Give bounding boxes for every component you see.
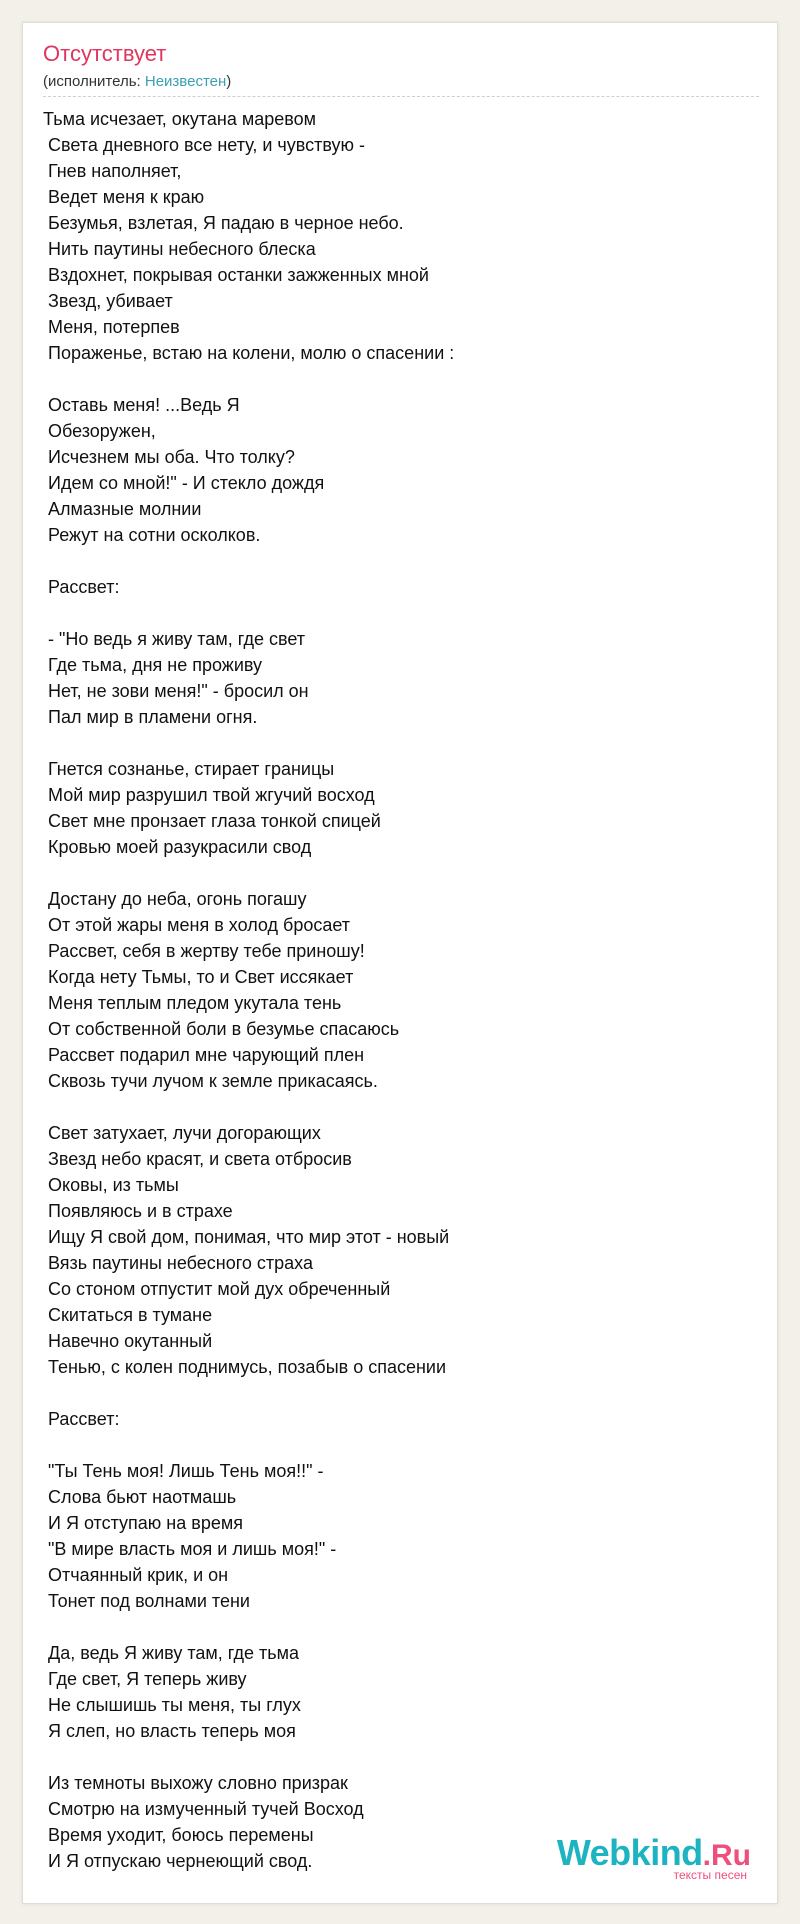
lyric-line: Меня, потерпев	[43, 317, 180, 337]
lyric-line: Когда нету Тьмы, то и Свет иссякает	[43, 967, 354, 987]
lyric-line: Тьма исчезает, окутана маревом	[43, 109, 316, 129]
lyric-blank-line	[43, 1744, 753, 1770]
title-divider	[43, 96, 759, 97]
artist-prefix: (исполнитель:	[43, 73, 145, 90]
lyric-line: Режут на сотни осколков.	[43, 525, 261, 545]
lyric-line: Безумья, взлетая, Я падаю в черное небо.	[43, 213, 404, 233]
lyric-line: Отчаянный крик, и он	[43, 1565, 229, 1585]
lyric-line: Сквозь тучи лучом к земле прикасаясь.	[43, 1071, 378, 1091]
song-title: Отсутствует	[43, 41, 167, 66]
lyric-line: Гнев наполняет,	[43, 161, 182, 181]
lyric-blank-line	[43, 548, 753, 574]
lyric-blank-line	[43, 1094, 753, 1120]
artist-line	[43, 74, 231, 89]
lyric-line: Свет мне пронзает глаза тонкой спицей	[43, 811, 381, 831]
lyric-line: Алмазные молнии	[43, 499, 202, 519]
lyric-line: Меня теплым пледом укутала тень	[43, 993, 342, 1013]
lyric-blank-line	[43, 860, 753, 886]
lyric-line: Пал мир в пламени огня.	[43, 707, 258, 727]
lyrics-text	[43, 106, 753, 1874]
lyric-line: Исчезнем мы оба. Что толку?	[43, 447, 295, 467]
lyric-line: Ищу Я свой дом, понимая, что мир этот - новый	[43, 1227, 450, 1247]
logo-domain: .Ru	[702, 1839, 751, 1872]
lyric-line: Тонет под волнами тени	[43, 1591, 250, 1611]
lyric-line: Нить паутины небесного блеска	[43, 239, 316, 259]
lyric-line: Тенью, с колен поднимусь, позабыв о спасении	[43, 1357, 447, 1377]
lyric-line: И Я отступаю на время	[43, 1513, 243, 1533]
lyric-line: Из темноты выхожу словно призрак	[43, 1773, 348, 1793]
lyric-line: Пораженье, встаю на колени, молю о спасении :	[43, 343, 455, 363]
lyric-line: Идем со мной!" - И стекло дождя	[43, 473, 325, 493]
lyric-line: Время уходит, боюсь перемены	[43, 1825, 314, 1845]
lyrics-card	[22, 22, 778, 1904]
lyric-blank-line	[43, 730, 753, 756]
lyric-line: Звезд, убивает	[43, 291, 173, 311]
artist-suffix: )	[226, 73, 232, 90]
lyric-line: Кровью моей разукрасили свод	[43, 837, 312, 857]
lyric-line: Рассвет, себя в жертву тебе приношу!	[43, 941, 365, 961]
lyric-line: От этой жары меня в холод бросает	[43, 915, 351, 935]
lyric-line: Нет, не зови меня!" - бросил он	[43, 681, 309, 701]
lyric-line: Мой мир разрушил твой жгучий восход	[43, 785, 375, 805]
lyric-line: Появляюсь и в страхе	[43, 1201, 233, 1221]
site-logo[interactable]	[556, 1832, 751, 1882]
lyric-line: "Ты Тень моя! Лишь Тень моя!!" -	[43, 1461, 324, 1481]
lyric-line: Со стоном отпустит мой дух обреченный	[43, 1279, 391, 1299]
lyric-blank-line	[43, 1614, 753, 1640]
lyric-line: - "Но ведь я живу там, где свет	[43, 629, 305, 649]
lyric-line: Оставь меня! ...Ведь Я	[43, 395, 240, 415]
logo-name: Webkind	[556, 1832, 703, 1873]
lyric-line: Где свет, Я теперь живу	[43, 1669, 247, 1689]
lyric-blank-line	[43, 1380, 753, 1406]
lyric-line: Вздохнет, покрывая останки зажженных мной	[43, 265, 429, 285]
lyric-line: "В мире власть моя и лишь моя!" -	[43, 1539, 337, 1559]
lyric-blank-line	[43, 600, 753, 626]
lyric-line: Звезд небо красят, и света отбросив	[43, 1149, 352, 1169]
lyric-line: Гнется сознанье, стирает границы	[43, 759, 335, 779]
lyric-line: Оковы, из тьмы	[43, 1175, 179, 1195]
lyric-line: От собственной боли в безумье спасаюсь	[43, 1019, 400, 1039]
lyric-line: Да, ведь Я живу там, где тьма	[43, 1643, 300, 1663]
lyric-line: Где тьма, дня не проживу	[43, 655, 263, 675]
artist-link[interactable]: Неизвестен	[144, 73, 227, 90]
lyric-blank-line	[43, 1432, 753, 1458]
lyric-line: Достану до неба, огонь погашу	[43, 889, 307, 909]
lyric-line: Свет затухает, лучи догорающих	[43, 1123, 321, 1143]
lyric-line: Слова бьют наотмашь	[43, 1487, 237, 1507]
lyric-line: Рассвет:	[43, 1409, 120, 1429]
lyric-line: Рассвет подарил мне чарующий плен	[43, 1045, 365, 1065]
lyric-blank-line	[43, 366, 753, 392]
logo-tagline: тексты песен	[673, 1868, 747, 1882]
lyric-line: Смотрю на измученный тучей Восход	[43, 1799, 364, 1819]
lyric-line: Ведет меня к краю	[43, 187, 205, 207]
lyric-line: Не слышишь ты меня, ты глух	[43, 1695, 301, 1715]
lyric-line: И Я отпускаю чернеющий свод.	[43, 1851, 313, 1871]
lyric-line: Навечно окутанный	[43, 1331, 213, 1351]
lyric-line: Света дневного все нету, и чувствую -	[43, 135, 366, 155]
lyric-line: Обезоружен,	[43, 421, 156, 441]
lyric-line: Скитаться в тумане	[43, 1305, 213, 1325]
lyric-line: Вязь паутины небесного страха	[43, 1253, 313, 1273]
lyric-line: Я слеп, но власть теперь моя	[43, 1721, 296, 1741]
lyric-line: Рассвет:	[43, 577, 120, 597]
